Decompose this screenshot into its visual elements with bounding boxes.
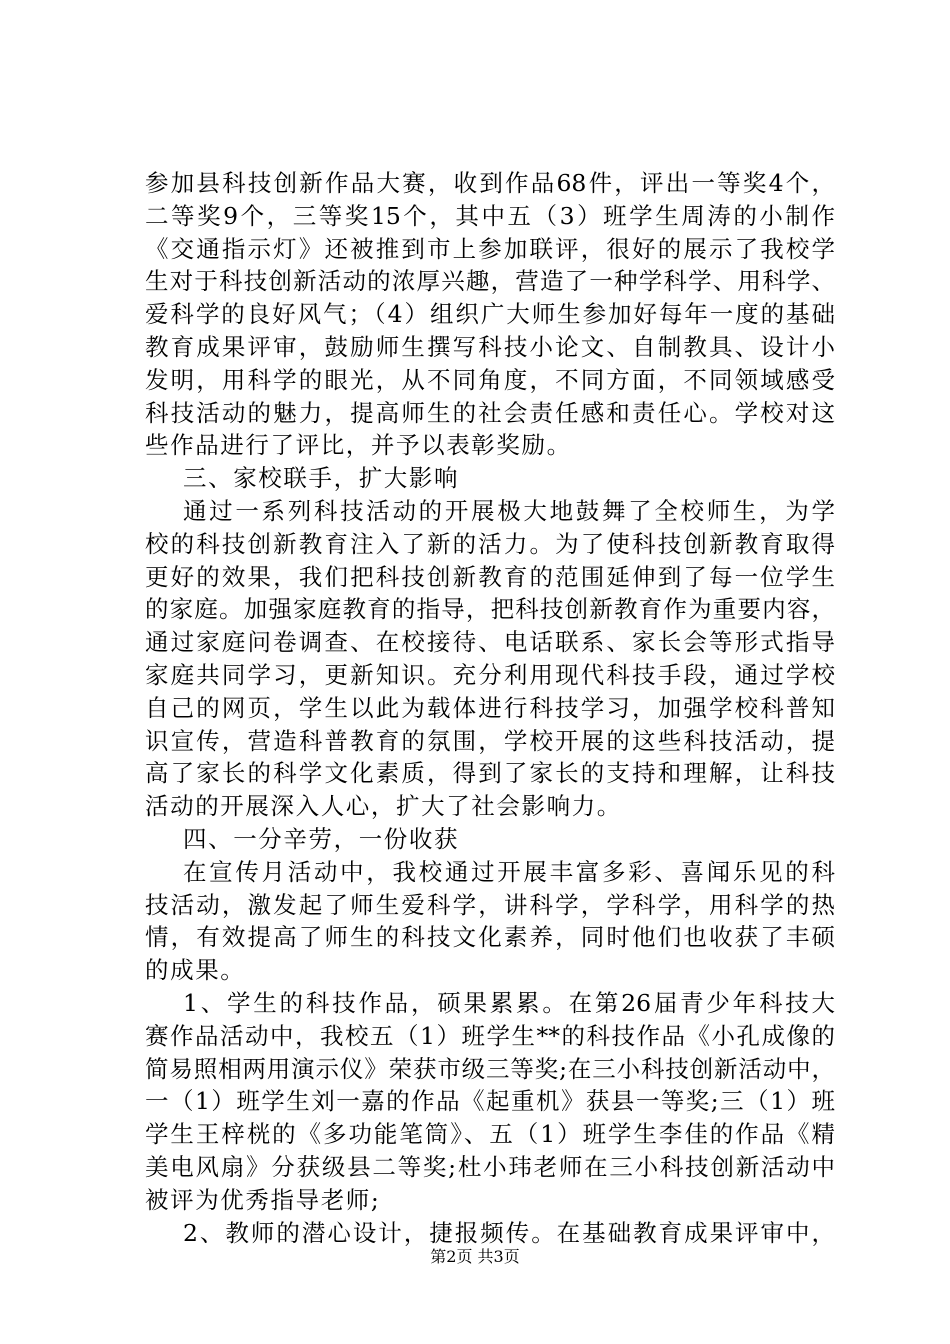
text-line: 三、家校联手，扩大影响 bbox=[183, 464, 460, 493]
text-line: 家庭共同学习，更新知识。充分利用现代科技手段，通过学校 bbox=[145, 660, 835, 689]
text-line: 校的科技创新教育注入了新的活力。为了使科技创新教育取得 bbox=[145, 529, 835, 558]
text-line: 美电风扇》分获级县二等奖;杜小玮老师在三小科技创新活动中 bbox=[145, 1152, 835, 1181]
text-line: 教育成果评审，鼓励师生撰写科技小论文、自制教具、设计小 bbox=[145, 332, 835, 361]
text-line: 参加县科技创新作品大赛，收到作品68件，评出一等奖4个， bbox=[145, 169, 835, 197]
text-line: 生对于科技创新活动的浓厚兴趣，营造了一种学科学、用科学、 bbox=[145, 267, 835, 296]
text-line: 的成果。 bbox=[145, 956, 246, 985]
text-line: 在宣传月活动中，我校通过开展丰富多彩、喜闻乐见的科 bbox=[183, 857, 835, 886]
text-line: 技活动，激发起了师生爱科学，讲科学，学科学，用科学的热 bbox=[145, 890, 835, 919]
text-line: 2、教师的潜心设计，捷报频传。在基础教育成果评审中， bbox=[183, 1218, 835, 1247]
document-body bbox=[145, 167, 835, 1249]
text-line: 自己的网页，学生以此为载体进行科技学习，加强学校科普知 bbox=[145, 693, 835, 722]
text-line: 四、一分辛劳，一份收获 bbox=[183, 824, 460, 853]
text-line: 简易照相两用演示仪》荣获市级三等奖;在三小科技创新活动中， bbox=[145, 1054, 835, 1083]
text-line: 些作品进行了评比，并予以表彰奖励。 bbox=[145, 431, 572, 460]
text-line: 识宣传，营造科普教育的氛围，学校开展的这些科技活动，提 bbox=[145, 726, 835, 755]
text-line: 赛作品活动中，我校五（1）班学生**的科技作品《小孔成像的 bbox=[145, 1021, 835, 1050]
text-line: 二等奖9个，三等奖15个，其中五（3）班学生周涛的小制作 bbox=[145, 201, 835, 230]
text-line: 学生王梓桄的《多功能笔筒》、五（1）班学生李佳的作品《精 bbox=[145, 1120, 835, 1149]
text-line: 通过家庭问卷调查、在校接待、电话联系、家长会等形式指导 bbox=[145, 628, 835, 657]
text-line: 更好的效果，我们把科技创新教育的范围延伸到了每一位学生 bbox=[145, 562, 835, 591]
text-line: 《交通指示灯》还被推到市上参加联评，很好的展示了我校学 bbox=[145, 234, 835, 263]
text-line: 爱科学的良好风气；（4）组织广大师生参加好每年一度的基础 bbox=[145, 300, 835, 329]
text-line: 被评为优秀指导老师; bbox=[145, 1185, 381, 1214]
text-line: 情，有效提高了师生的科技文化素养，同时他们也收获了丰硕 bbox=[145, 923, 835, 952]
text-line: 科技活动的魅力，提高师生的社会责任感和责任心。学校对这 bbox=[145, 398, 835, 427]
page-footer: 第2页 共3页 bbox=[430, 1247, 520, 1266]
text-line: 一（1）班学生刘一嘉的作品《起重机》获县一等奖;三（1）班 bbox=[145, 1087, 835, 1116]
text-line: 发明，用科学的眼光，从不同角度，不同方面，不同领域感受 bbox=[145, 365, 835, 394]
text-line: 高了家长的科学文化素质，得到了家长的支持和理解，让科技 bbox=[145, 759, 835, 788]
text-line: 通过一系列科技活动的开展极大地鼓舞了全校师生，为学 bbox=[183, 496, 835, 525]
text-line: 活动的开展深入人心，扩大了社会影响力。 bbox=[145, 792, 622, 821]
text-line: 1、学生的科技作品，硕果累累。在第26届青少年科技大 bbox=[183, 988, 835, 1017]
text-line: 的家庭。加强家庭教育的指导，把科技创新教育作为重要内容， bbox=[145, 595, 835, 624]
